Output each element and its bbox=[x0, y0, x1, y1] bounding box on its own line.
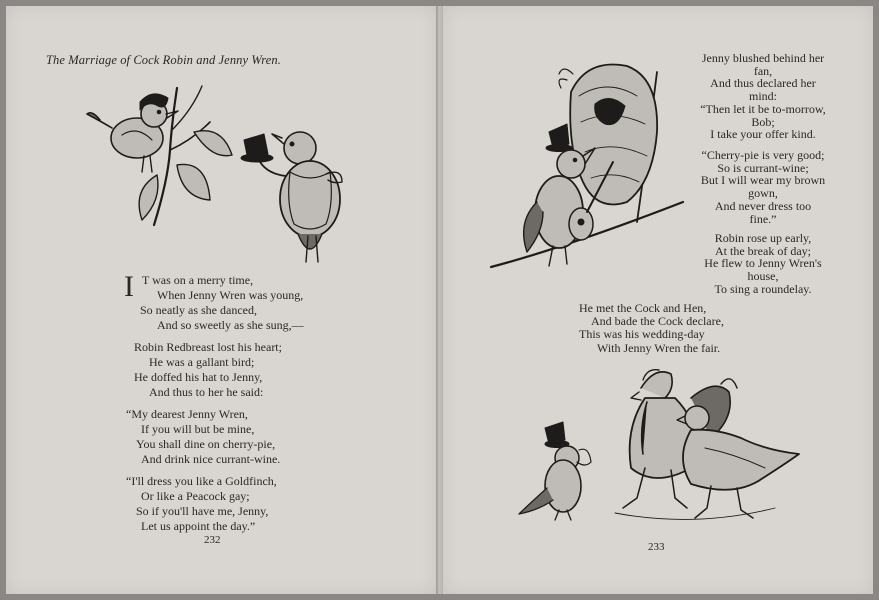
verse-line: fine.” bbox=[749, 211, 777, 226]
verse-line: gown, bbox=[748, 186, 778, 201]
left-page bbox=[6, 6, 436, 594]
verse-line: And so sweetly as she sung,— bbox=[157, 318, 304, 332]
verse-line: He doffed his hat to Jenny, bbox=[134, 370, 263, 384]
jenny-wren-on-branch-illustration bbox=[82, 80, 242, 230]
stanza-1 bbox=[142, 273, 304, 333]
verse-line: Robin Redbreast lost his heart; bbox=[134, 340, 282, 354]
right-page bbox=[443, 6, 873, 594]
verse-line: Jenny blushed behind her bbox=[701, 51, 825, 65]
verse-line: Robin rose up early, bbox=[714, 231, 812, 245]
verse-line: But I will wear my brown bbox=[700, 173, 826, 188]
verse-line: With Jenny Wren the fair. bbox=[597, 340, 721, 355]
stanza-3 bbox=[126, 407, 280, 467]
verse-line: I take your offer kind. bbox=[710, 127, 816, 142]
right-stanza-1 bbox=[693, 52, 833, 141]
verse-line: And thus to her he said: bbox=[149, 385, 264, 399]
verse-line: If you will but be mine, bbox=[141, 422, 255, 436]
verse-line: “Then let it be to-morrow, bbox=[700, 101, 826, 116]
verse-line: He was a gallant bird; bbox=[149, 355, 255, 369]
verse-line: “Cherry-pie is very good; bbox=[701, 148, 825, 162]
drop-cap: I bbox=[124, 270, 134, 303]
stanza-4 bbox=[126, 474, 277, 534]
verse-line: Or like a Peacock gay; bbox=[141, 489, 250, 503]
verse-line: Bob; bbox=[751, 114, 775, 129]
verse-line: So is currant-wine; bbox=[717, 160, 809, 175]
page-number: 233 bbox=[648, 541, 665, 553]
verse-line: And drink nice currant-wine. bbox=[141, 452, 281, 466]
verse-line: So if you'll have me, Jenny, bbox=[136, 504, 269, 518]
verse-line: T was on a merry time, bbox=[142, 273, 254, 287]
right-stanza-3 bbox=[693, 232, 833, 296]
verse-line: Let us appoint the day.” bbox=[141, 519, 256, 533]
verse-line: To sing a roundelay. bbox=[714, 281, 812, 296]
book-gutter bbox=[436, 6, 443, 594]
verse-line: mind: bbox=[748, 89, 777, 104]
verse-line: At the break of day; bbox=[715, 243, 811, 258]
verse-line: He met the Cock and Hen, bbox=[579, 301, 707, 315]
verse-line: fan, bbox=[753, 63, 773, 78]
robin-with-guitar-at-nest-illustration bbox=[487, 52, 687, 274]
robin-doffing-hat-illustration bbox=[238, 124, 350, 269]
verse-line: “My dearest Jenny Wren, bbox=[126, 407, 248, 421]
robin-meets-cock-and-hen-illustration bbox=[515, 358, 805, 528]
verse-line: And bade the Cock declare, bbox=[591, 314, 724, 329]
running-header: The Marriage of Cock Robin and Jenny Wren. bbox=[46, 53, 281, 67]
stanza-2 bbox=[134, 340, 282, 400]
page-number: 232 bbox=[204, 534, 221, 546]
verse-line: When Jenny Wren was young, bbox=[157, 288, 304, 302]
verse-line: And never dress too bbox=[714, 198, 812, 213]
verse-line: This was his wedding-day bbox=[579, 327, 705, 342]
right-stanza-2 bbox=[693, 149, 833, 225]
verse-line: And thus declared her bbox=[710, 76, 816, 91]
right-stanza-4 bbox=[579, 302, 724, 355]
verse-line: So neatly as she danced, bbox=[140, 303, 257, 317]
verse-line: You shall dine on cherry-pie, bbox=[136, 437, 276, 451]
verse-line: house, bbox=[747, 269, 779, 284]
verse-line: “I'll dress you like a Goldfinch, bbox=[126, 474, 277, 488]
verse-line: He flew to Jenny Wren's bbox=[704, 256, 822, 271]
